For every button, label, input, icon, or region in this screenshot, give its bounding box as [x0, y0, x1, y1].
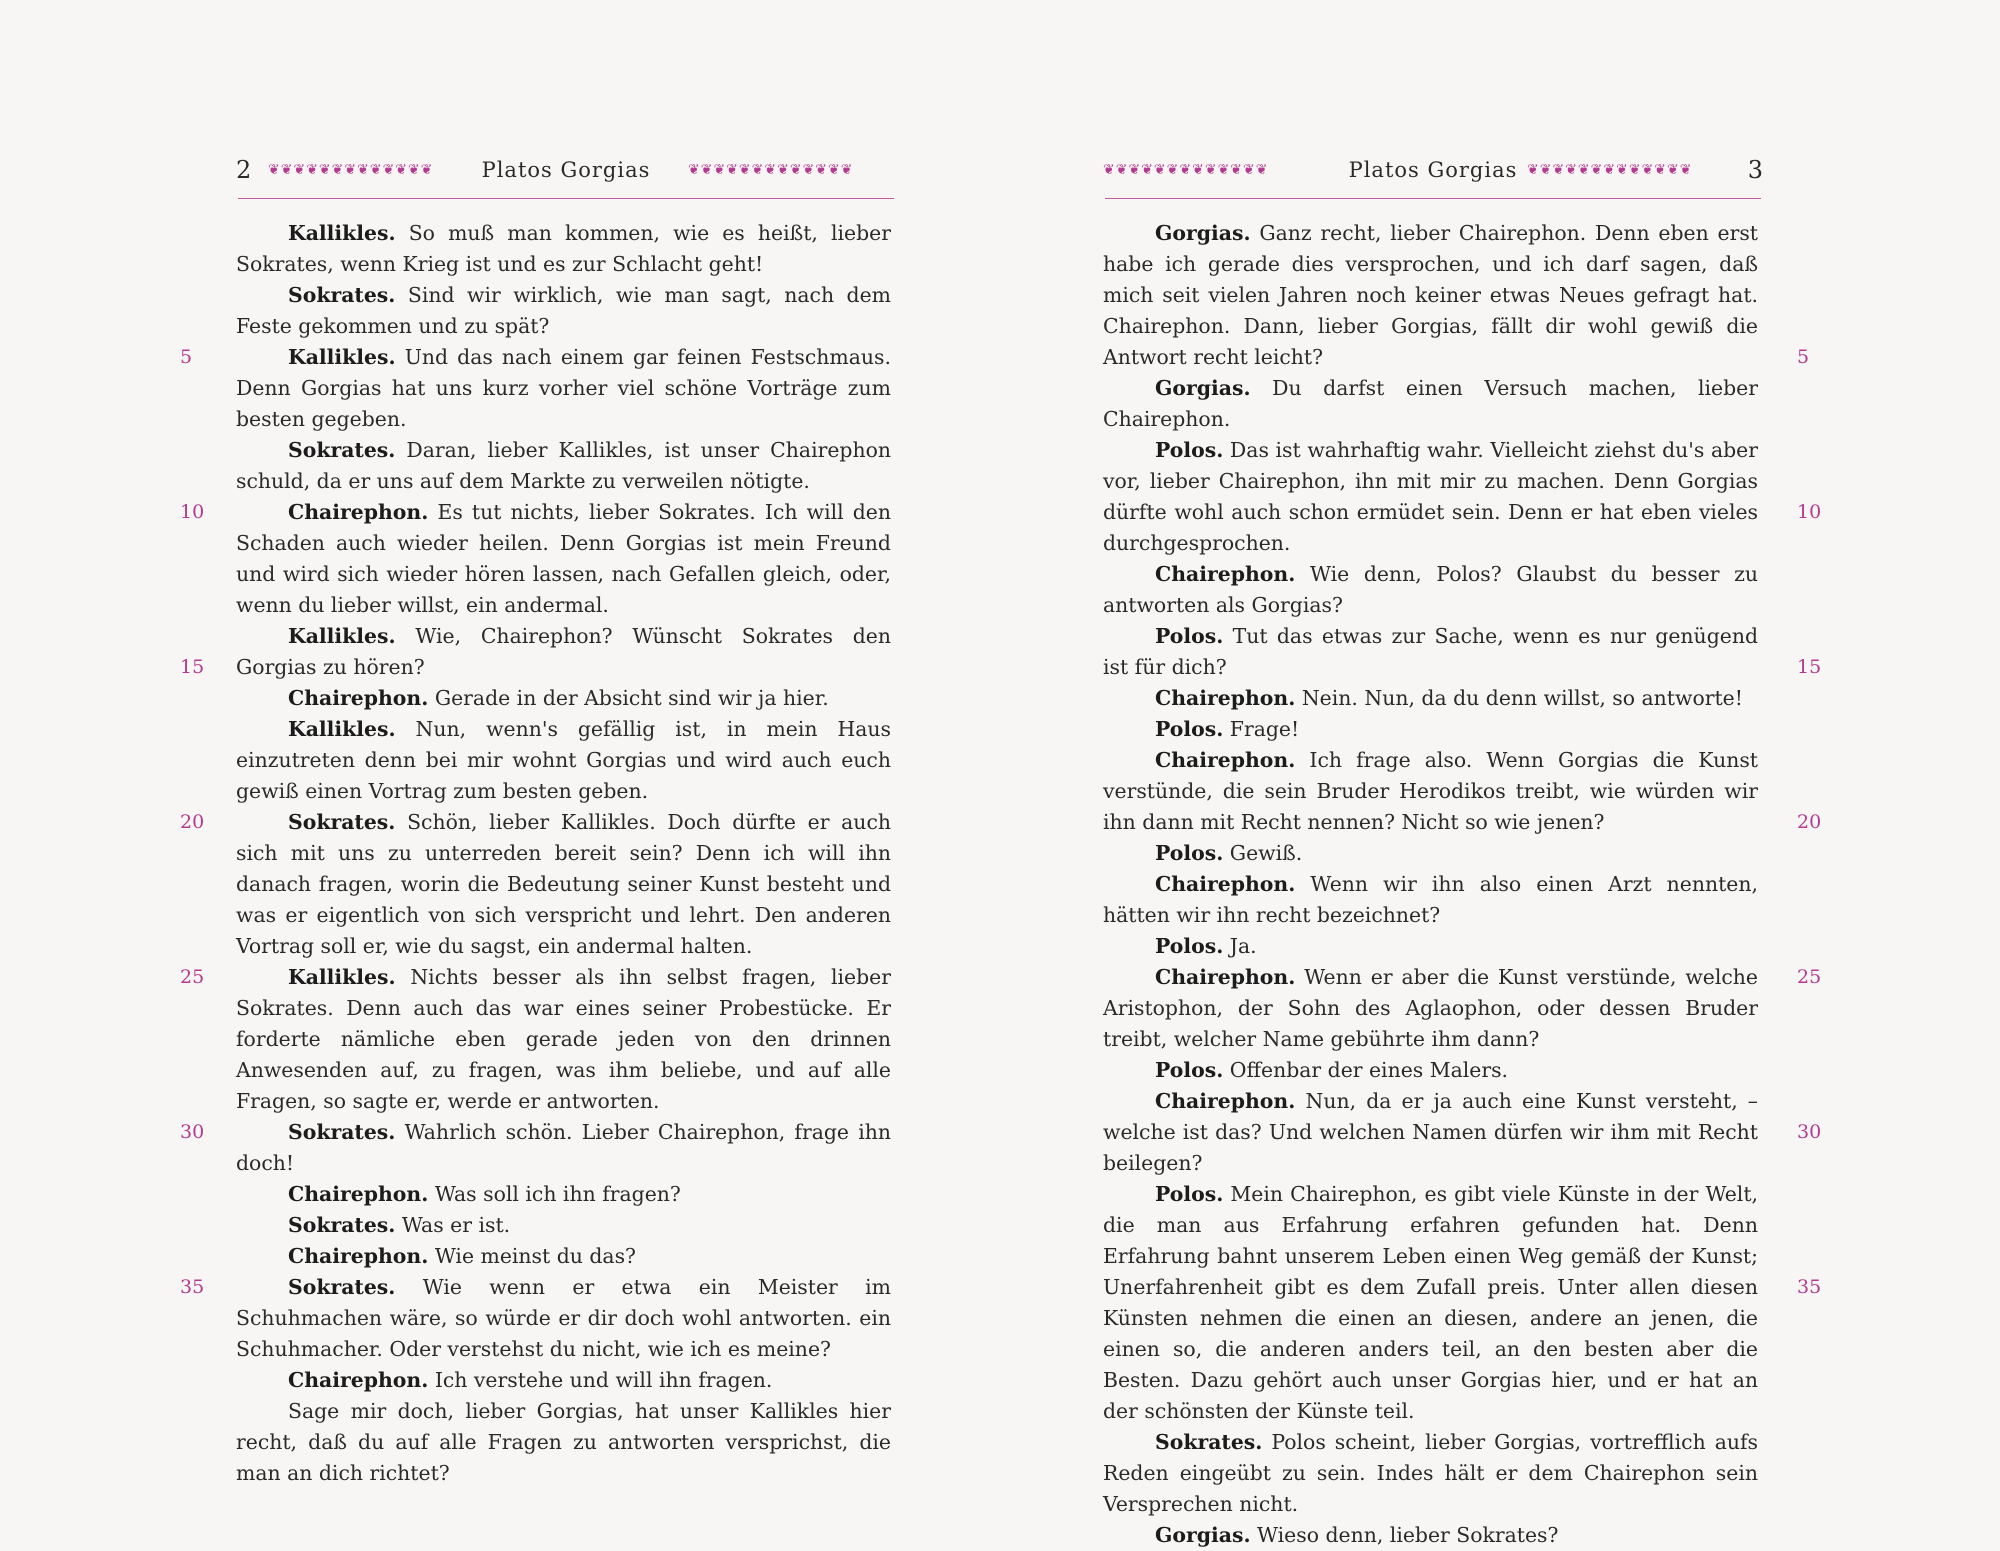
speaker-name: Polos.: [1155, 841, 1224, 865]
header-ornament-icon: ❦❦❦❦❦❦❦❦❦❦❦❦❦: [1103, 162, 1269, 178]
dialogue-paragraph: [1103, 714, 1758, 745]
dialogue-paragraph: [1103, 621, 1758, 683]
speaker-name: Kallikles.: [288, 624, 396, 648]
dialogue-paragraph: [1103, 1086, 1758, 1179]
speaker-name: Chairephon.: [288, 1182, 429, 1206]
line-number: 15: [180, 656, 205, 678]
dialogue-paragraph: [236, 683, 891, 714]
dialogue-paragraph: [236, 342, 891, 435]
dialogue-paragraph: [1103, 1520, 1758, 1551]
speaker-name: Gorgias.: [1155, 221, 1251, 245]
line-number: 15: [1797, 656, 1822, 678]
speech-text: Polos scheint, lieber Gorgias, vortrefflich aufs Reden eingeübt zu sein. Indes hält er dem Chairephon sein Versprechen nicht.: [1103, 1430, 1758, 1516]
speech-text: Du darfst einen Versuch machen, lieber Chairephon.: [1103, 376, 1758, 431]
dialogue-paragraph: [236, 1210, 891, 1241]
speaker-name: Polos.: [1155, 1182, 1224, 1206]
speech-text: Ich frage also. Wenn Gorgias die Kunst verstünde, die sein Bruder Herodikos treibt, wie würden wir ihn dann mit Recht nennen? Nicht so wie jenen?: [1103, 748, 1758, 834]
line-number: 35: [180, 1276, 205, 1298]
speech-text: Ich verstehe und will ihn fragen.: [428, 1368, 773, 1392]
speech-text: Wie denn, Polos? Glaubst du besser zu antworten als Gorgias?: [1103, 562, 1758, 617]
speaker-name: Sokrates.: [1155, 1430, 1263, 1454]
right-page: [1103, 150, 1763, 1547]
speech-text: Nun, da er ja auch eine Kunst versteht, – welche ist das? Und welchen Namen dürfen wir ihm mit Recht beilegen?: [1103, 1089, 1758, 1175]
speaker-name: Kallikles.: [288, 345, 396, 369]
page-header: [236, 150, 896, 194]
dialogue-paragraph: [236, 280, 891, 342]
dialogue-paragraph: [236, 497, 891, 621]
page-body: [1103, 218, 1758, 1551]
page-header: [1103, 150, 1763, 194]
header-rule: [238, 198, 894, 199]
speech-text: Wie, Chairephon? Wünscht Sokrates den Gorgias zu hören?: [236, 624, 891, 679]
speaker-name: Chairephon.: [1155, 965, 1296, 989]
header-ornament-icon: ❦❦❦❦❦❦❦❦❦❦❦❦❦: [268, 162, 434, 178]
speech-text: Frage!: [1223, 717, 1300, 741]
dialogue-paragraph: [236, 1396, 891, 1489]
speaker-name: Chairephon.: [288, 686, 429, 710]
speech-text: Wie wenn er etwa ein Meister im Schuhmachen wäre, so würde er dir doch wohl antworten. ein Schuhmacher. Oder verstehst du nicht, wie ich es meine?: [236, 1275, 891, 1361]
dialogue-paragraph: [236, 218, 891, 280]
line-number: 20: [180, 811, 205, 833]
dialogue-paragraph: [236, 1241, 891, 1272]
speaker-name: Chairephon.: [288, 1244, 429, 1268]
speaker-name: Sokrates.: [288, 1120, 396, 1144]
speech-text: Nichts besser als ihn selbst fragen, lieber Sokrates. Denn auch das war eines seiner Probestücke. Er forderte nämliche eben gerade jeden von den drinnen Anwesenden auf, zu fragen, was ihm beliebe, und auf alle Fragen, so sagte er, werde er antworten.: [236, 965, 891, 1113]
speech-text: Gerade in der Absicht sind wir ja hier.: [428, 686, 829, 710]
line-number: 25: [1797, 966, 1822, 988]
dialogue-paragraph: [1103, 1427, 1758, 1520]
dialogue-paragraph: [236, 1179, 891, 1210]
dialogue-paragraph: [1103, 838, 1758, 869]
speech-text: Sind wir wirklich, wie man sagt, nach dem Feste gekommen und zu spät?: [236, 283, 891, 338]
dialogue-paragraph: [236, 714, 891, 807]
speaker-name: Sokrates.: [288, 1275, 396, 1299]
speech-text: Ja.: [1223, 934, 1257, 958]
speech-text: Wie meinst du das?: [428, 1244, 636, 1268]
speech-text: Wenn wir ihn also einen Arzt nennten, hätten wir ihn recht bezeichnet?: [1103, 872, 1758, 927]
page-number: 2: [236, 156, 252, 184]
page-body: [236, 218, 891, 1489]
line-number: 10: [1797, 501, 1822, 523]
speaker-name: Sokrates.: [288, 283, 396, 307]
speech-text: Ganz recht, lieber Chairephon. Denn eben erst habe ich gerade dies versprochen, und ich darf sagen, daß mich seit vielen Jahren noch keiner etwas Neues gefragt hat. Chairephon. Dann, lieber Gorgias, fällt dir wohl gewiß die Antwort recht leicht?: [1103, 221, 1758, 369]
line-number: 5: [180, 346, 193, 368]
speech-text: Tut das etwas zur Sache, wenn es nur genügend ist für dich?: [1103, 624, 1758, 679]
dialogue-paragraph: [1103, 1179, 1758, 1427]
dialogue-paragraph: [236, 621, 891, 683]
dialogue-paragraph: [236, 1117, 891, 1179]
speaker-name: Chairephon.: [288, 1368, 429, 1392]
dialogue-paragraph: [1103, 869, 1758, 931]
line-number: 35: [1797, 1276, 1822, 1298]
speech-text: Offenbar der eines Malers.: [1223, 1058, 1509, 1082]
line-number: 5: [1797, 346, 1810, 368]
dialogue-paragraph: [1103, 683, 1758, 714]
header-title: Platos Gorgias: [481, 158, 651, 182]
speaker-name: Kallikles.: [288, 221, 396, 245]
speaker-name: Chairephon.: [1155, 686, 1296, 710]
dialogue-paragraph: [236, 962, 891, 1117]
speech-text: Mein Chairephon, es gibt viele Künste in der Welt, die man aus Erfahrung erfahren gefunden hat. Denn Erfahrung bahnt unserem Leben einen Weg gemäß der Kunst; Unerfahrenheit gibt es dem Zufall preis. Unter allen diesen Künsten nehmen die einen an diesen, andere an jenen, die einen so, die anderen anders teil, an den besten aber die Besten. Dazu gehört auch unser Gorgias hier, und er hat an der schönsten der Künste teil.: [1103, 1182, 1758, 1423]
speech-text: Sage mir doch, lieber Gorgias, hat unser Kallikles hier recht, daß du auf alle Fragen zu antworten versprichst, die man an dich richtet?: [236, 1399, 891, 1485]
speech-text: Wieso denn, lieber Sokrates?: [1250, 1523, 1559, 1547]
speaker-name: Kallikles.: [288, 717, 396, 741]
dialogue-paragraph: [1103, 559, 1758, 621]
speech-text: Wenn er aber die Kunst verstünde, welche Aristophon, der Sohn des Aglaophon, oder dessen Bruder treibt, welcher Name gebührte ihm dann?: [1103, 965, 1758, 1051]
speaker-name: Polos.: [1155, 934, 1224, 958]
header-rule: [1105, 198, 1761, 199]
speaker-name: Kallikles.: [288, 965, 396, 989]
speech-text: Schön, lieber Kallikles. Doch dürfte er auch sich mit uns zu unterreden bereit sein? Denn ich will ihn danach fragen, worin die Bedeutung seiner Kunst besteht und was er eigentlich von sich verspricht und lehrt. Den anderen Vortrag soll er, wie du sagst, ein andermal halten.: [236, 810, 891, 958]
dialogue-paragraph: [1103, 931, 1758, 962]
dialogue-paragraph: [1103, 745, 1758, 838]
left-page: [236, 150, 896, 1485]
header-ornament-icon: ❦❦❦❦❦❦❦❦❦❦❦❦❦: [688, 162, 854, 178]
speaker-name: Polos.: [1155, 438, 1224, 462]
speaker-name: Chairephon.: [1155, 748, 1296, 772]
dialogue-paragraph: [236, 1365, 891, 1396]
line-number: 10: [180, 501, 205, 523]
speaker-name: Chairephon.: [1155, 1089, 1296, 1113]
speaker-name: Chairephon.: [1155, 562, 1296, 586]
speaker-name: Chairephon.: [1155, 872, 1296, 896]
speech-text: Gewiß.: [1223, 841, 1303, 865]
header-title: Platos Gorgias: [1348, 158, 1518, 182]
dialogue-paragraph: [236, 1272, 891, 1365]
speech-text: Und das nach einem gar feinen Festschmaus. Denn Gorgias hat uns kurz vorher viel schöne Vorträge zum besten gegeben.: [236, 345, 891, 431]
line-number: 30: [1797, 1121, 1822, 1143]
line-number: 25: [180, 966, 205, 988]
dialogue-paragraph: [1103, 962, 1758, 1055]
speaker-name: Sokrates.: [288, 1213, 396, 1237]
speaker-name: Sokrates.: [288, 810, 396, 834]
speech-text: Das ist wahrhaftig wahr. Vielleicht ziehst du's aber vor, lieber Chairephon, ihn mit mir zu machen. Denn Gorgias dürfte wohl auch schon ermüdet sein. Denn er hat eben vieles durchgesprochen.: [1103, 438, 1758, 555]
speaker-name: Polos.: [1155, 1058, 1224, 1082]
speech-text: Was er ist.: [395, 1213, 511, 1237]
speaker-name: Gorgias.: [1155, 376, 1251, 400]
speech-text: Daran, lieber Kallikles, ist unser Chairephon schuld, da er uns auf dem Markte zu verweilen nötigte.: [236, 438, 891, 493]
dialogue-paragraph: [236, 807, 891, 962]
speaker-name: Polos.: [1155, 717, 1224, 741]
dialogue-paragraph: [1103, 218, 1758, 373]
speech-text: Wahrlich schön. Lieber Chairephon, frage ihn doch!: [236, 1120, 891, 1175]
speech-text: Was soll ich ihn fragen?: [428, 1182, 681, 1206]
speaker-name: Sokrates.: [288, 438, 396, 462]
line-number: 30: [180, 1121, 205, 1143]
dialogue-paragraph: [236, 435, 891, 497]
speech-text: Es tut nichts, lieber Sokrates. Ich will den Schaden auch wieder heilen. Denn Gorgias ist mein Freund und wird sich wieder hören lassen, nach Gefallen gleich, oder, wenn du lieber willst, ein andermal.: [236, 500, 891, 617]
speaker-name: Polos.: [1155, 624, 1224, 648]
page-number: 3: [1747, 156, 1763, 184]
dialogue-paragraph: [1103, 435, 1758, 559]
speaker-name: Gorgias.: [1155, 1523, 1251, 1547]
speech-text: So muß man kommen, wie es heißt, lieber Sokrates, wenn Krieg ist und es zur Schlacht geht!: [236, 221, 891, 276]
dialogue-paragraph: [1103, 373, 1758, 435]
speaker-name: Chairephon.: [288, 500, 429, 524]
header-ornament-icon: ❦❦❦❦❦❦❦❦❦❦❦❦❦: [1527, 162, 1693, 178]
line-number: 20: [1797, 811, 1822, 833]
speech-text: Nein. Nun, da du denn willst, so antworte!: [1295, 686, 1743, 710]
dialogue-paragraph: [1103, 1055, 1758, 1086]
speech-text: Nun, wenn's gefällig ist, in mein Haus einzutreten denn bei mir wohnt Gorgias und wird auch euch gewiß einen Vortrag zum besten geben.: [236, 717, 891, 803]
